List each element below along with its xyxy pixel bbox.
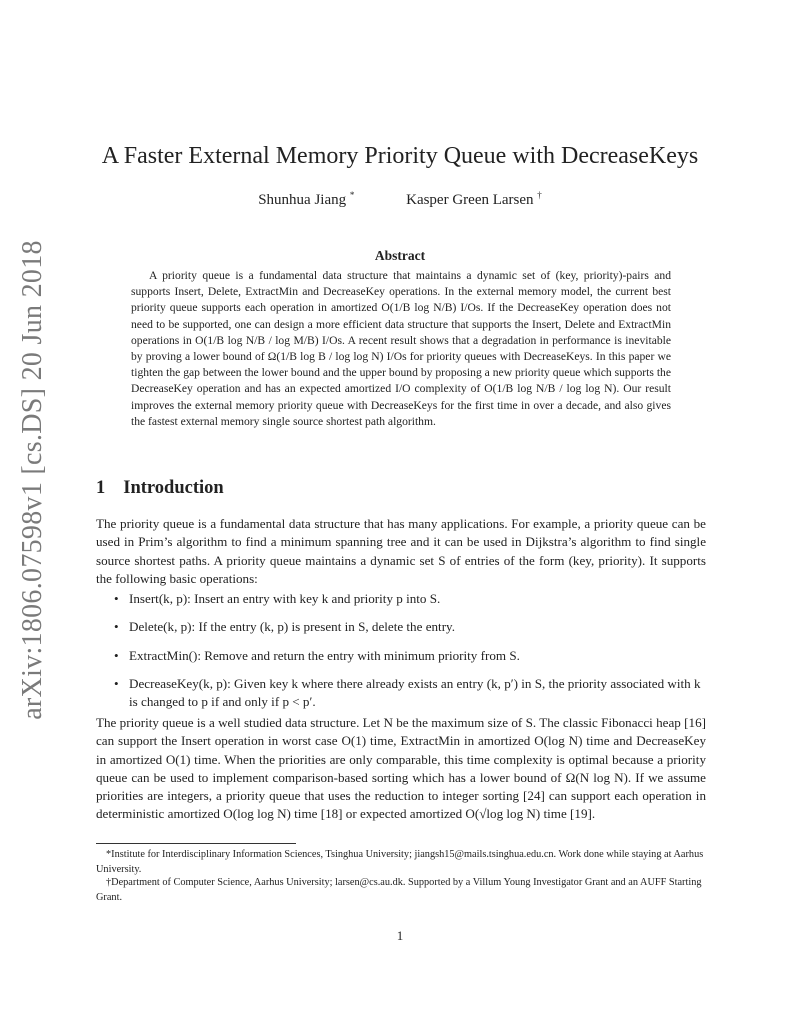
section-title: Introduction [123,478,224,498]
page-number: 1 [396,928,404,943]
author-1-mark: * [349,190,355,200]
list-item: • ExtractMin(): Remove and return the entry with minimum priority from S. [114,647,706,665]
author-list [0,190,800,209]
arxiv-id: arXiv:1806.07598v1 [cs.DS] 20 Jun 2018 [17,240,48,720]
footnote-1: *Institute for Interdisciplinary Information Sciences, Tsinghua University; jiangsh15@mails.tsinghua.edu.cn. Work done while staying at Aarhus University. [96,849,704,875]
paper-title: A Faster External Memory Priority Queue with DecreaseKeys [101,143,699,169]
abstract-heading: Abstract [374,248,426,263]
arxiv-sidebar-stamp [6,240,60,720]
intro-paragraph-2: The priority queue is a well studied data structure. Let N be the maximum size of S. The classic Fibonacci heap [16] can support the Insert operation in worst case O(1) time, ExtractMin in amortized O(log N) time and DecreaseKey in amortized O(1) time. When the priorities are only comparable, this time complexity is optimal because a priority queue can be used to implement comparison-based sorting which has a lower bound of Ω(N log N). If we assume priorities are integers, a priority queue that uses the reduction to integer sorting [24] can support each operation in deterministic amortized O(log log N) time [18] or expected amortized O(√log log N) time [19]. [96,715,706,822]
author-2 [406,192,542,208]
author-2-name: Kasper Green Larsen [406,192,534,208]
section-number: 1 [96,478,106,498]
intro-paragraph-1: The priority queue is a fundamental data structure that has many applications. For example, a priority queue can be used in Prim’s algorithm to find a minimum spanning tree and it can be used in Dijkstra’s algorithm to find single source shortest paths. A priority queue maintains a dynamic set S of entries of the form (key, priority). It supports the following basic operations: [96,516,706,586]
list-item: • Insert(k, p): Insert an entry with key k and priority p into S. [114,590,706,608]
operations-list [114,590,706,721]
author-1 [258,192,354,208]
list-item: • Delete(k, p): If the entry (k, p) is present in S, delete the entry. [114,618,706,636]
section-heading [96,478,224,499]
footnote-divider [96,843,296,844]
footnote-2: †Department of Computer Science, Aarhus University; larsen@cs.au.dk. Supported by a Villum Young Investigator Grant and an AUFF Starting Grant. [96,877,702,903]
list-item: • DecreaseKey(k, p): Given key k where there already exists an entry (k, p′) in S, the priority associated with k is changed to p if and only if p < p′. [114,675,706,712]
author-2-mark: † [537,190,542,200]
abstract-text: A priority queue is a fundamental data structure that maintains a dynamic set of (key, priority)-pairs and supports Insert, Delete, ExtractMin and DecreaseKey operations. In the external memory model, the current best priority queue supports each operation in amortized O(1/B log N/B) I/Os. If the DecreaseKey operation does not need to be supported, one can design a more efficient data structure that supports the Insert, Delete and ExtractMin operations in O(1/B log N/B / log M/B) I/Os. A recent result shows that a degradation in performance is inevitable by proving a lower bound of Ω(1/B log B / log log N) I/Os for priority queues with DecreaseKeys. In this paper we tighten the gap between the lower bound and the upper bound by proposing a new priority queue which supports the DecreaseKey operation and has an expected amortized I/O complexity of O(1/B log N/B / log log N). Our result improves the external memory priority queue with DecreaseKeys for the first time in over a decade, and also gives the fastest external memory single source shortest path algorithm. [131,269,671,428]
author-1-name: Shunhua Jiang [258,192,347,208]
